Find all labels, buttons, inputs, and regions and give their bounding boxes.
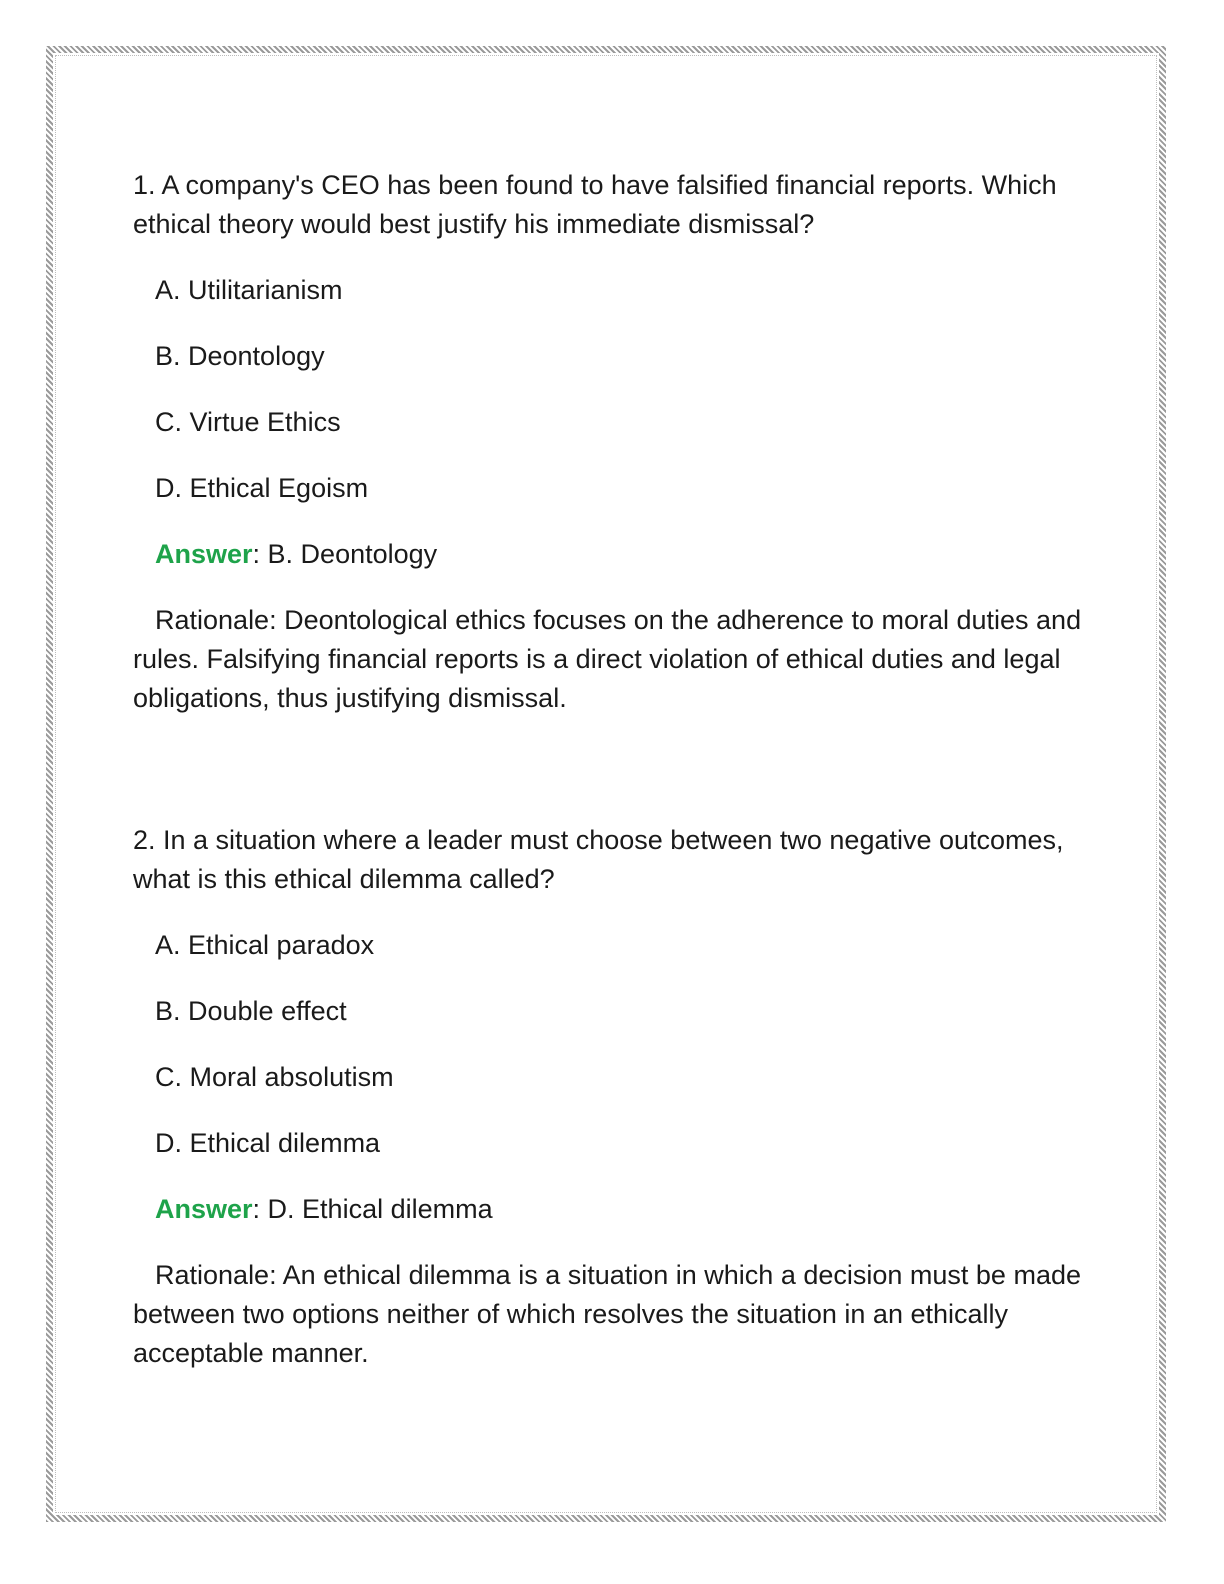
question-text: 1. A company's CEO has been found to have falsified financial reports. Which ethical theory would best justify his immediate dismissal? <box>133 170 1057 239</box>
question-text: 2. In a situation where a leader must choose between two negative outcomes, what is this ethical dilemma called? <box>133 825 1064 894</box>
option-c: C. Moral absolutism <box>155 1062 394 1092</box>
option-d: D. Ethical dilemma <box>155 1128 381 1158</box>
answer-value: : D. Ethical dilemma <box>252 1194 493 1224</box>
option-d: D. Ethical Egoism <box>155 473 369 503</box>
question-block-1 <box>133 166 1093 718</box>
document-content <box>133 166 1093 1373</box>
option-b: B. Deontology <box>155 341 325 371</box>
rationale-text: Rationale: An ethical dilemma is a situation in which a decision must be made between two options neither of which resolves the situation in an ethically acceptable manner. <box>133 1260 1081 1368</box>
option-a: A. Utilitarianism <box>155 275 343 305</box>
answer-label: Answer <box>155 1194 253 1224</box>
option-c: C. Virtue Ethics <box>155 407 341 437</box>
answer-label: Answer <box>155 539 253 569</box>
answer-line <box>133 535 1093 574</box>
answer-line <box>133 1190 1093 1229</box>
option-a: A. Ethical paradox <box>155 930 375 960</box>
option-b: B. Double effect <box>155 996 347 1026</box>
question-block-2 <box>133 821 1093 1373</box>
rationale-text: Rationale: Deontological ethics focuses on the adherence to moral duties and rules. Falsifying financial reports is a direct violation of ethical duties and legal obligations, thus justifying dismissal. <box>133 605 1082 713</box>
answer-value: : B. Deontology <box>252 539 438 569</box>
